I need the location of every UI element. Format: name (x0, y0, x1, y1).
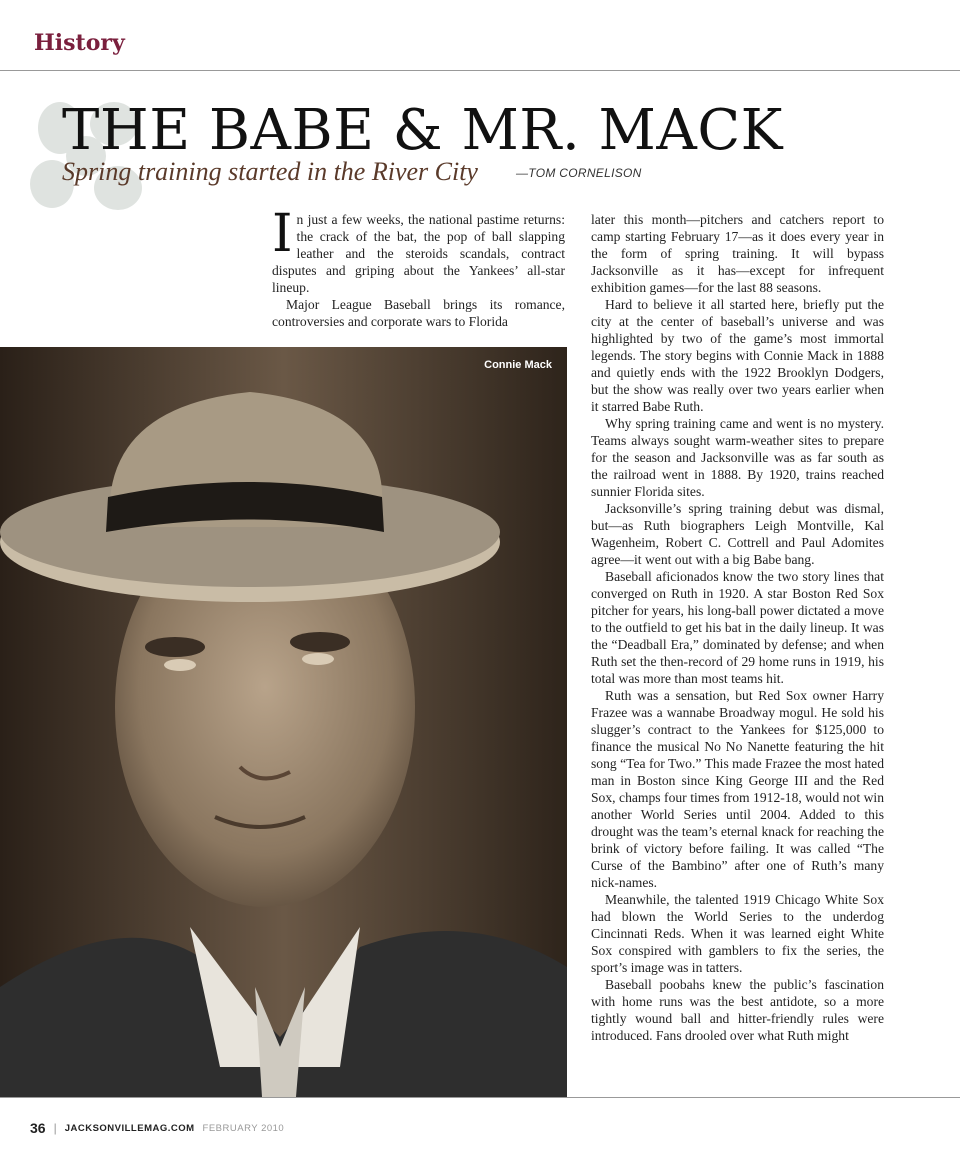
photo-caption: Connie Mack (484, 359, 552, 371)
paragraph: Major League Baseball brings its romance, controversies and corporate wars to Florida (272, 297, 565, 329)
bottom-divider (0, 1097, 960, 1098)
paragraph: Hard to believe it all started here, briefly put the city at the center of baseball’s universe and was highlighted by two of the game’s most immortal legends. The story begins with Connie Mack in 1888 and quietly ends with the 1922 Brooklyn Dodgers, but the show was really over two years earlier when it starred Babe Ruth. (591, 297, 884, 414)
connie-mack-photo (0, 347, 567, 1097)
paragraph: Baseball poobahs knew the public’s fascination with home runs was the best antidote, so a more tightly wound ball and hitter-friendly rules were introduced. Fans drooled over what Ruth might (591, 977, 884, 1043)
section-label: History (34, 30, 125, 56)
paragraph: Why spring training came and went is no mystery. Teams always sought warm-weather sites to prepare for the season and Jacksonville was as far south as the railroad went in 1888. By 1920, trains reached sunnier Florida sites. (591, 416, 884, 499)
headline: THE BABE & MR. MACK (62, 98, 784, 163)
portrait-illustration (0, 347, 567, 1097)
article-column-1 (272, 204, 565, 330)
lead-paragraph-text: n just a few weeks, the national pastime returns: the crack of the bat, the pop of ball slapping leather and the steroids scandals, contract disputes and griping about the Yankees’ all-star lineup. (272, 212, 565, 295)
paragraph: later this month—pitchers and catchers report to camp starting February 17—as it does every year in the form of spring training. It will bypass Jacksonville as it has—except for infrequent exhibition games—for the last 88 seasons. (591, 212, 884, 295)
footer-site-link[interactable]: JACKSONVILLEMAG.COM (64, 1122, 195, 1134)
paragraph: Baseball aficionados know the two story lines that converged on Ruth in 1920. A star Boston Red Sox pitcher for years, his long-ball power dictated a move to the outfield to get his bat in the daily lineup. It was the “Deadball Era,” dominated by defense; and when Ruth set the then-record of 29 home runs in 1919, his total was more than most teams hit. (591, 569, 884, 686)
footer-issue-date: FEBRUARY 2010 (202, 1122, 285, 1134)
lead-paragraph (272, 204, 565, 296)
page-number: 36 (30, 1120, 46, 1136)
subheadline: Spring training started in the River City (62, 157, 478, 186)
page-footer (30, 1120, 284, 1136)
drop-cap: I (272, 204, 293, 264)
paragraph: Meanwhile, the talented 1919 Chicago White Sox had blown the World Series to the underdog Cincinnati Reds. When it was learned eight White Sox conspired with gamblers to fix the series, the sport’s image was in tatters. (591, 892, 884, 975)
article-column-2 (591, 211, 884, 1044)
paragraph: Ruth was a sensation, but Red Sox owner Harry Frazee was a wannabe Broadway mogul. He sold his slugger’s contract to the Yankees for $125,000 to finance the musical No No Nanette featuring the hit song “Tea for Two.” This made Frazee the most hated man in Boston since King George III and the Red Sox, champs four times from 1912-18, would not win another World Series until 2004. Added to this drought was the team’s eternal knack for reaching the brink of victory before failing. It was called “The Curse of the Bambino” after one of Ruth’s many nick-names. (591, 688, 884, 890)
top-divider (0, 70, 960, 71)
byline: —TOM CORNELISON (516, 166, 642, 180)
paragraph: Jacksonville’s spring training debut was dismal, but—as Ruth biographers Leigh Montville, Kal Wagenheim, Robert C. Cottrell and Paul Adomites agree—it went out with a big Babe bang. (591, 501, 884, 567)
footer-separator: | (53, 1121, 57, 1135)
